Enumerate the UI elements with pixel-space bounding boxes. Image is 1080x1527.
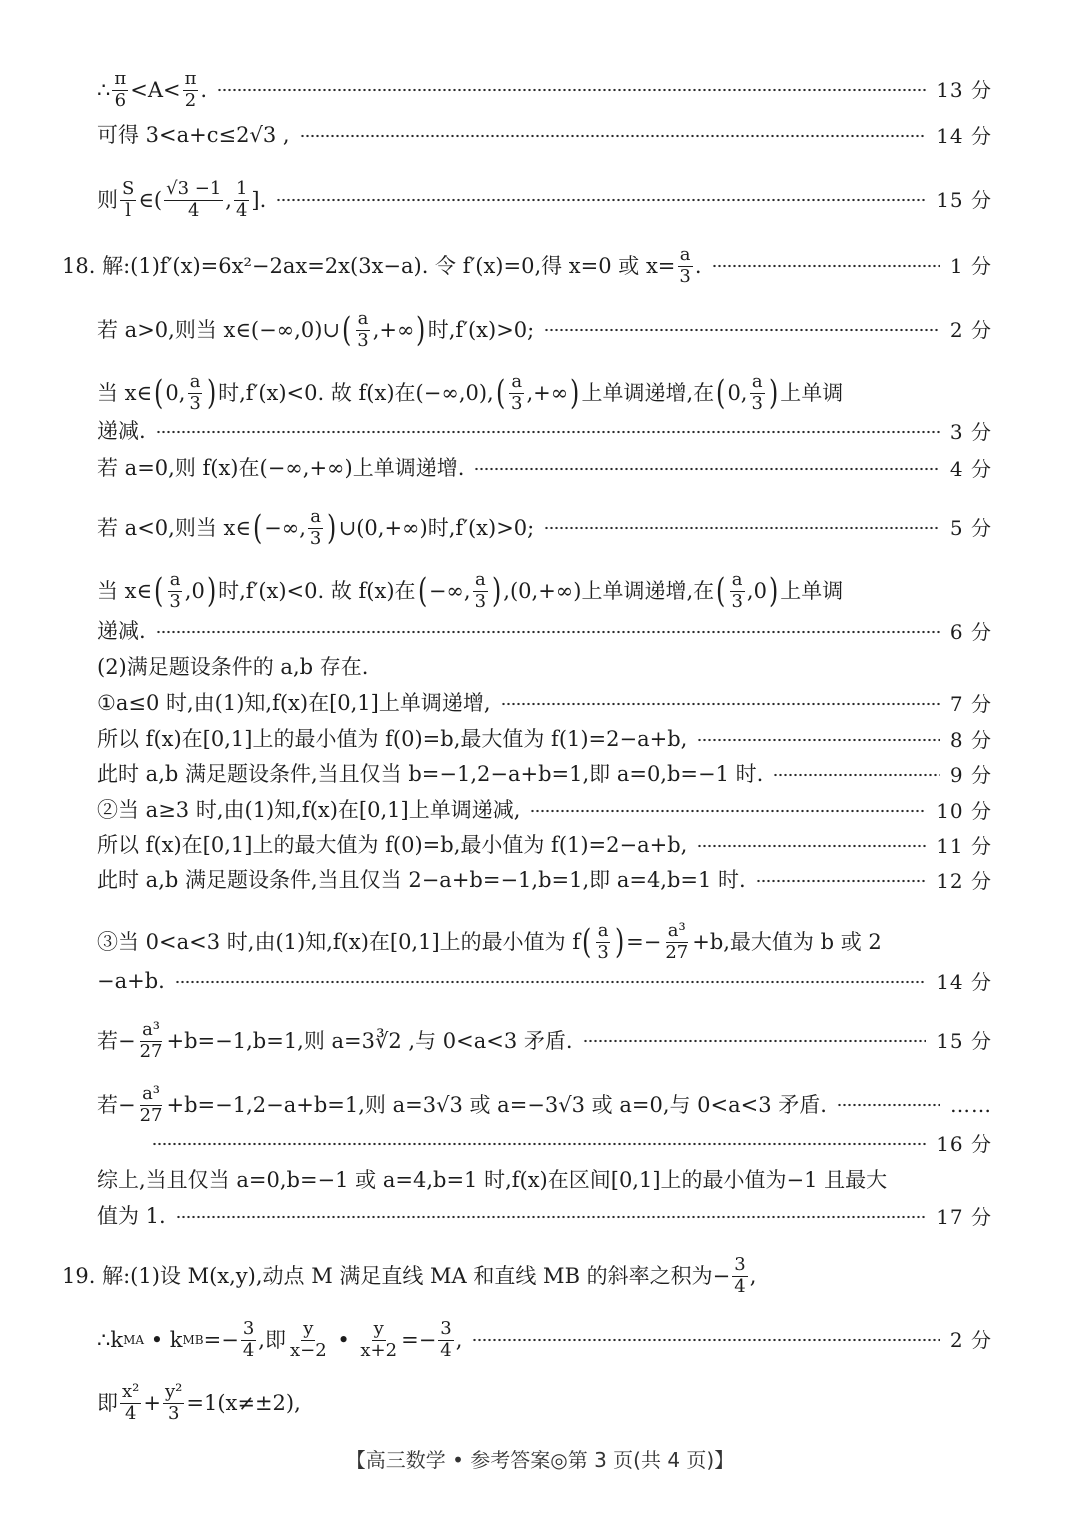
large-parenthesis: ) (768, 373, 779, 414)
large-parenthesis: ( (716, 373, 726, 414)
solution-line (97, 70, 992, 111)
solution-line (97, 1021, 992, 1062)
text-run: +b=−1,b=1,则 a=3∛2 ,与 0<a<3 矛盾. (166, 1028, 573, 1053)
text-run: ②当 a≥3 时,由(1)知,f(x)在[0,1]上单调递减, (97, 798, 521, 822)
line-content (97, 1206, 166, 1227)
fraction-numerator: y² (164, 1381, 183, 1402)
text-run: 即 (97, 1390, 118, 1415)
dot-leader (544, 328, 940, 332)
text-run: =1(x≠±2), (186, 1390, 301, 1415)
text-run: ③当 0<a<3 时,由(1)知,f(x)在[0,1]上的最小值为 f (97, 929, 581, 954)
text-run: ,+∞ (526, 380, 569, 405)
dot-leader (176, 1215, 926, 1219)
fraction-numerator: a (357, 308, 369, 329)
fraction (355, 310, 370, 351)
solution-line (97, 922, 992, 963)
large-parenthesis: ( (495, 373, 506, 414)
large-parenthesis: ( (341, 310, 352, 351)
fraction-denominator: 3 (309, 527, 322, 549)
fraction-denominator: 3 (474, 590, 487, 612)
score-points: 10 分 (936, 798, 992, 823)
fraction-numerator: S (122, 178, 135, 199)
text-run: . (694, 253, 702, 278)
line-content (97, 922, 882, 963)
fraction-numerator: a (731, 569, 743, 590)
dot-leader (156, 630, 940, 634)
fraction-numerator: a (310, 506, 322, 527)
solution-line (97, 180, 992, 221)
fraction (183, 70, 199, 111)
fraction-numerator: x² (122, 1381, 140, 1402)
large-parenthesis: ) (614, 922, 625, 963)
text-run: <A< (130, 77, 181, 102)
text-run: ,0 (184, 578, 205, 603)
text-run: 时,f′(x)<0. 故 f(x)在(−∞,0), (218, 380, 494, 405)
text-run: 值为 1. (97, 1204, 166, 1228)
text-run: 0, (727, 380, 748, 405)
fraction-denominator: 3 (357, 329, 369, 351)
text-run: 此时 a,b 满足题设条件,当且仅当 b=−1,2−a+b=1,即 a=0,b=−1 时. (97, 762, 764, 786)
fraction-numerator: a³ (667, 920, 686, 941)
line-content (97, 508, 534, 549)
solution-line (97, 1320, 992, 1361)
question-heading-line (62, 1256, 992, 1297)
dot-leader (276, 198, 926, 202)
page-footer: 【高三数学 • 参考答案◎第 3 页(共 4 页)】 (345, 1448, 735, 1472)
text-run: 当 x∈ (97, 578, 153, 603)
text-run: 当 x∈ (97, 380, 153, 405)
score-points: 8 分 (949, 727, 992, 752)
fraction (677, 246, 692, 287)
large-parenthesis: ( (417, 571, 427, 612)
dot-leader (756, 879, 926, 883)
solution-line (97, 571, 992, 612)
line-content (97, 764, 763, 785)
text-run: 若 a=0,则 f(x)在(−∞,+∞)上单调递增. (97, 456, 465, 480)
fraction (729, 571, 744, 612)
solution-line (97, 729, 992, 750)
solution-line (97, 125, 992, 146)
fraction-denominator: 4 (440, 1339, 452, 1361)
fraction-numerator: π (184, 68, 197, 89)
fraction (163, 1383, 184, 1424)
fraction-denominator: 27 (665, 941, 689, 963)
fraction-denominator: 4 (124, 1402, 137, 1424)
dot-leader (474, 467, 939, 471)
text-run: =− (626, 929, 662, 954)
line-content (97, 729, 687, 750)
fraction-numerator: 3 (440, 1318, 452, 1339)
solution-line (97, 508, 992, 549)
solution-line (97, 1170, 992, 1191)
fraction-denominator: 3 (167, 1402, 180, 1424)
line-content (97, 310, 534, 351)
solution-line (97, 657, 992, 678)
solution-line (97, 835, 992, 856)
score-points: 1 分 (949, 254, 992, 279)
fraction-denominator: 27 (139, 1040, 163, 1062)
dot-leader (712, 264, 940, 268)
text-run: (2)满足题设条件的 a,b 存在. (97, 655, 369, 679)
solution-line (97, 1085, 992, 1126)
score-points: …… (950, 1093, 992, 1118)
fraction-denominator: 27 (139, 1104, 163, 1126)
fraction (234, 180, 249, 221)
score-points: 15 分 (936, 1029, 992, 1054)
fraction (595, 922, 610, 963)
text-run: +b,最大值为 b 或 2 (692, 929, 882, 954)
fraction-denominator: l (125, 199, 132, 221)
solution-line (97, 693, 992, 714)
score-points: 14 分 (936, 969, 992, 994)
line-content (97, 800, 520, 821)
text-run: −∞, (264, 515, 306, 540)
fraction-denominator: 4 (235, 199, 248, 221)
text-run: 若− (97, 1092, 136, 1117)
fraction (749, 373, 764, 414)
line-content (97, 1085, 827, 1126)
fraction (288, 1320, 329, 1361)
dot-leader (472, 1338, 939, 1342)
dot-leader (544, 526, 940, 530)
dot-leader (530, 809, 926, 813)
text-run: ①a≤0 时,由(1)知,f(x)在[0,1]上单调递增, (97, 691, 491, 715)
fraction-numerator: a (474, 569, 486, 590)
line-content (97, 835, 687, 856)
score-points: 15 分 (936, 188, 992, 213)
fraction (164, 180, 223, 221)
large-parenthesis: ) (768, 571, 779, 612)
fraction-denominator: 3 (511, 392, 523, 414)
solution-line (97, 1134, 992, 1154)
line-content (97, 1320, 462, 1361)
fraction (167, 571, 182, 612)
solution-line (97, 373, 992, 414)
large-parenthesis: ( (154, 571, 164, 612)
text-run: • k (144, 1327, 183, 1352)
text-run: ]. (251, 187, 267, 212)
fraction-denominator: 4 (187, 199, 200, 221)
dot-leader (175, 980, 926, 984)
fraction-denominator: 3 (169, 590, 181, 612)
score-points: 13 分 (936, 78, 992, 103)
solution-line (97, 764, 992, 785)
fraction-numerator: a (597, 920, 609, 941)
line-content (62, 1256, 756, 1297)
text-run: =− (401, 1327, 437, 1352)
large-parenthesis: ) (206, 571, 217, 612)
fraction-denominator: 6 (114, 89, 127, 111)
score-points: 6 分 (949, 619, 992, 644)
dot-leader (697, 844, 926, 848)
text-run: 时,f′(x)>0; (427, 317, 535, 342)
text-run: , (455, 1327, 463, 1352)
fraction (120, 180, 136, 221)
fraction (112, 70, 128, 111)
score-points: 2 分 (949, 1328, 992, 1353)
question-heading-line (62, 246, 992, 287)
score-points: 7 分 (949, 691, 992, 716)
solution-line (97, 1206, 992, 1227)
text-run: 若− (97, 1028, 136, 1053)
text-run: + (143, 1390, 161, 1415)
line-content (97, 693, 491, 714)
fraction-denominator: 2 (184, 89, 197, 111)
text-run: 所以 f(x)在[0,1]上的最小值为 f(0)=b,最大值为 f(1)=2−a+b, (97, 727, 688, 751)
text-run: 递减. (97, 419, 146, 443)
solution-line (97, 621, 992, 642)
text-run: 可得 3<a+c≤2√3 , (97, 123, 290, 147)
text-run: 上单调 (780, 578, 844, 603)
line-content (97, 571, 843, 612)
text-run: +b=−1,2−a+b=1,则 a=3√3 或 a=−3√3 或 a=0,与 0<a<3 矛盾. (166, 1092, 827, 1117)
fraction-numerator: a (751, 371, 763, 392)
text-run: 综上,当且仅当 a=0,b=−1 或 a=4,b=1 时,f(x)在区间[0,1]上的最小值为−1 且最大 (97, 1168, 888, 1192)
large-parenthesis: ) (416, 310, 426, 351)
fraction (308, 508, 323, 549)
text-run: , (225, 187, 232, 212)
text-run: ,(0,+∞)上单调递增,在 (503, 578, 715, 603)
text-run: ,即 (258, 1327, 286, 1352)
large-parenthesis: ) (206, 373, 217, 414)
text-run: 上单调 (780, 380, 844, 405)
text-run: . (200, 77, 208, 102)
fraction-denominator: 3 (597, 941, 609, 963)
fraction-numerator: a (189, 371, 201, 392)
large-parenthesis: ) (492, 571, 502, 612)
text-run: • (330, 1327, 357, 1352)
text-run: 18. 解:(1)f′(x)=6x²−2ax=2x(3x−a). 令 f′(x)=0,得 x=0 或 x= (62, 253, 676, 278)
dot-leader (152, 1142, 926, 1146)
dot-leader (697, 738, 940, 742)
dot-leader (217, 88, 926, 92)
text-run: −∞, (428, 578, 471, 603)
dot-leader (501, 702, 940, 706)
text-run: 所以 f(x)在[0,1]上的最大值为 f(0)=b,最小值为 f(1)=2−a+b, (97, 833, 688, 857)
solution-line (97, 421, 992, 442)
fraction (120, 1383, 141, 1424)
fraction (732, 1256, 747, 1297)
large-parenthesis: ) (327, 508, 337, 549)
dot-leader (300, 134, 927, 138)
fraction (663, 922, 690, 963)
fraction-denominator: 3 (679, 265, 691, 287)
text-run: 则 (97, 187, 118, 212)
score-points: 16 分 (936, 1132, 992, 1156)
fraction-numerator: y (303, 1318, 314, 1339)
text-run: ∴k (97, 1327, 124, 1352)
fraction-denominator: 3 (731, 590, 743, 612)
score-points: 4 分 (949, 456, 992, 481)
score-points: 12 分 (936, 868, 992, 893)
score-points: 3 分 (949, 419, 992, 444)
fraction-numerator: y (373, 1318, 384, 1339)
fraction-numerator: a (169, 569, 181, 590)
subscript: MA (123, 1333, 145, 1348)
text-run: ,+∞ (372, 317, 415, 342)
fraction-numerator: 3 (734, 1254, 746, 1275)
fraction-denominator: x−2 (289, 1339, 327, 1361)
fraction-denominator: 4 (734, 1275, 746, 1297)
score-points: 11 分 (936, 833, 992, 858)
text-run: 0, (165, 380, 186, 405)
solution-line (97, 1383, 992, 1424)
text-run: 19. 解:(1)设 M(x,y),动点 M 满足直线 MA 和直线 MB 的斜率之积为− (62, 1263, 731, 1288)
fraction (438, 1320, 453, 1361)
fraction (187, 373, 202, 414)
line-content (97, 1021, 573, 1062)
line-content (97, 458, 464, 479)
line-content (97, 621, 146, 642)
subscript: MB (182, 1333, 204, 1348)
score-points: 5 分 (949, 516, 992, 541)
text-run: ∪(0,+∞)时,f′(x)>0; (338, 515, 535, 540)
fraction-denominator: 4 (242, 1339, 255, 1361)
line-content (97, 373, 843, 414)
line-content (97, 657, 368, 678)
text-run: ∈( (138, 187, 163, 212)
text-run: , (749, 1263, 757, 1288)
text-run: −a+b. (97, 969, 165, 993)
line-content (97, 125, 290, 146)
solution-line (97, 971, 992, 992)
text-run: ∴ (97, 77, 111, 102)
fraction-numerator: √3 −1 (166, 178, 222, 199)
solution-line (97, 310, 992, 351)
fraction-numerator: π (114, 68, 127, 89)
score-points: 17 分 (936, 1204, 992, 1229)
dot-leader (583, 1039, 927, 1043)
line-content (97, 1170, 887, 1191)
large-parenthesis: ( (154, 373, 164, 414)
fraction-denominator: 3 (189, 392, 201, 414)
fraction (473, 571, 488, 612)
dot-leader (837, 1103, 940, 1107)
fraction-numerator: a (679, 244, 691, 265)
text-run: 此时 a,b 满足题设条件,当且仅当 2−a+b=−1,b=1,即 a=4,b=1 时. (97, 868, 746, 892)
fraction (358, 1320, 399, 1361)
text-run: 上单调递增,在 (581, 380, 715, 405)
text-run: ,0 (746, 578, 767, 603)
text-run: 若 a<0,则当 x∈ (97, 515, 251, 540)
fraction-denominator: 3 (751, 392, 763, 414)
dot-leader (156, 430, 940, 434)
fraction-denominator: x+2 (360, 1339, 398, 1361)
dot-leader (773, 773, 940, 777)
line-content (97, 180, 266, 221)
line-content (97, 971, 165, 992)
line-content (97, 421, 146, 442)
fraction-numerator: a³ (142, 1083, 161, 1104)
fraction-numerator: 3 (242, 1318, 255, 1339)
fraction-numerator: a³ (142, 1019, 161, 1040)
line-content (97, 1383, 301, 1424)
large-parenthesis: ( (582, 922, 592, 963)
solution-line (97, 800, 992, 821)
solution-line (97, 870, 992, 891)
large-parenthesis: ) (570, 373, 580, 414)
large-parenthesis: ( (252, 508, 263, 549)
text-run: 时,f′(x)<0. 故 f(x)在 (218, 578, 416, 603)
text-run: 若 a>0,则当 x∈(−∞,0)∪ (97, 317, 340, 342)
fraction (241, 1320, 256, 1361)
score-points: 14 分 (936, 123, 992, 148)
fraction-numerator: a (511, 371, 523, 392)
fraction (509, 373, 524, 414)
fraction (138, 1021, 165, 1062)
fraction (138, 1085, 165, 1126)
score-points: 9 分 (949, 762, 992, 787)
line-content (97, 70, 207, 111)
line-content (62, 246, 702, 287)
line-content (97, 870, 746, 891)
large-parenthesis: ( (716, 571, 726, 612)
text-run: =− (203, 1327, 239, 1352)
solution-line (97, 458, 992, 479)
score-points: 2 分 (949, 318, 992, 343)
text-run: 递减. (97, 619, 146, 643)
fraction-numerator: 1 (235, 178, 248, 199)
